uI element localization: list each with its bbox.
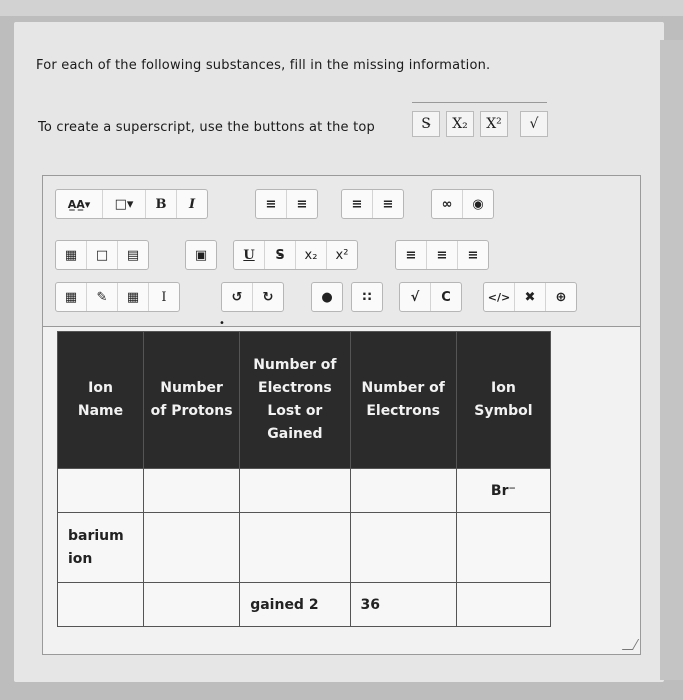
cell-input[interactable] <box>456 513 550 583</box>
font-group <box>55 189 208 219</box>
subscript-tool-icon: x₂ <box>304 247 318 263</box>
table-header-row <box>58 332 551 469</box>
table-row <box>58 469 551 513</box>
record-icon: ◉ <box>472 196 484 212</box>
underline-button[interactable] <box>234 241 265 269</box>
format-dropdown[interactable]: □ ▾ <box>103 190 146 218</box>
code-icon: </> <box>487 290 511 304</box>
bullet-list-button[interactable] <box>256 190 287 218</box>
table-row <box>58 583 551 627</box>
grid-icon: ▦ <box>126 289 140 305</box>
bold-icon: B <box>155 196 167 212</box>
font-size-dropdown[interactable]: A̲A̲ ▾ <box>56 190 103 218</box>
side-shade <box>660 40 683 680</box>
rich-text-editor <box>42 175 641 655</box>
ion-table <box>57 331 551 627</box>
special-char-group <box>351 282 383 312</box>
resize-handle[interactable] <box>622 639 639 650</box>
image-group <box>185 240 217 270</box>
text-cursor-marker: • <box>219 318 225 329</box>
sqrt-button[interactable] <box>520 111 548 137</box>
calculator-button[interactable] <box>56 283 87 311</box>
outdent-button[interactable] <box>342 190 373 218</box>
cell-input[interactable] <box>58 469 144 513</box>
superscript-icon: X² <box>486 116 502 132</box>
refresh-icon: C <box>441 289 451 305</box>
align-center-button[interactable] <box>427 241 458 269</box>
format-box-icon: □ <box>114 196 127 212</box>
box-button[interactable] <box>87 241 118 269</box>
math-group <box>399 282 462 312</box>
column-icon: ▤ <box>126 247 140 263</box>
sqrt-tool-button[interactable] <box>400 283 431 311</box>
cell-input[interactable]: Br⁻ <box>456 469 550 513</box>
cell-input[interactable]: barium ion <box>58 513 144 583</box>
bold-button[interactable] <box>146 190 177 218</box>
view-group <box>483 282 577 312</box>
refresh-button[interactable] <box>431 283 461 311</box>
indent-button[interactable] <box>373 190 403 218</box>
cell-input[interactable] <box>350 513 456 583</box>
grid-button[interactable] <box>118 283 149 311</box>
column-button[interactable] <box>118 241 148 269</box>
superscript-tool-icon: x² <box>335 247 349 263</box>
list-group <box>255 189 318 219</box>
sqrt-tool-icon: √ <box>410 289 420 305</box>
superscript-instruction: To create a superscript, use the buttons at the top <box>38 120 375 135</box>
table-button[interactable] <box>56 241 87 269</box>
align-group <box>395 240 489 270</box>
indent-icon: ≡ <box>382 196 394 212</box>
bullet-list-icon: ≡ <box>265 196 277 212</box>
image-icon: ▣ <box>194 247 208 263</box>
subscript-icon: X₂ <box>452 116 468 132</box>
editor-toolbar <box>43 176 640 327</box>
indent-group <box>341 189 404 219</box>
cell-input[interactable] <box>350 469 456 513</box>
col-header-electrons-lost-gained: Number of Electrons Lost or Gained <box>240 332 350 469</box>
cursor-tool-button[interactable] <box>149 283 179 311</box>
box-icon: □ <box>95 247 109 263</box>
col-header-protons: Number of Protons <box>144 332 240 469</box>
align-center-icon: ≡ <box>436 247 448 263</box>
mini-toolbar <box>412 102 547 143</box>
insert-group <box>55 282 180 312</box>
zoom-icon: ⊕ <box>555 289 567 305</box>
superscript-button[interactable] <box>480 111 508 137</box>
outdent-icon: ≡ <box>351 196 363 212</box>
align-right-icon: ≡ <box>467 247 479 263</box>
link-button[interactable] <box>432 190 463 218</box>
record-button[interactable] <box>463 190 493 218</box>
top-strip <box>0 0 683 16</box>
align-left-icon: ≡ <box>405 247 417 263</box>
accessibility-icon: ● <box>321 289 333 305</box>
redo-icon: ↻ <box>262 289 274 305</box>
edit-button[interactable] <box>87 283 118 311</box>
undo-icon: ↺ <box>231 289 243 305</box>
sqrt-icon: √ <box>529 116 539 132</box>
font-size-icon: A̲A̲ <box>67 197 85 211</box>
cell-input[interactable] <box>144 583 240 627</box>
accessibility-button[interactable] <box>312 283 342 311</box>
special-characters-button[interactable] <box>352 283 382 311</box>
undo-button[interactable] <box>222 283 253 311</box>
strike-icon: S̵ <box>275 247 285 263</box>
col-header-ion-symbol: Ion Symbol <box>456 332 550 469</box>
accessibility-group <box>311 282 343 312</box>
zoom-button[interactable] <box>546 283 576 311</box>
link-icon: ∞ <box>441 196 453 212</box>
superscript-tool-button[interactable] <box>327 241 357 269</box>
instruction-text: For each of the following substances, fill in the missing information. <box>36 58 491 73</box>
align-right-button[interactable] <box>458 241 488 269</box>
link-group <box>431 189 494 219</box>
cell-input[interactable] <box>240 513 350 583</box>
text-cursor-icon: I <box>161 289 167 305</box>
image-button[interactable] <box>186 241 216 269</box>
col-header-electrons: Number of Electrons <box>350 332 456 469</box>
strikethrough-button[interactable] <box>412 111 440 137</box>
expand-icon: ✖ <box>524 289 536 305</box>
cell-input[interactable] <box>58 583 144 627</box>
edit-icon: ✎ <box>96 289 108 305</box>
table-row <box>58 513 551 583</box>
cell-input[interactable] <box>456 583 550 627</box>
dots-grid-icon: ∷ <box>362 289 372 305</box>
underline-icon: U <box>243 247 255 263</box>
italic-icon: I <box>188 196 196 212</box>
italic-button[interactable] <box>177 190 207 218</box>
cell-input[interactable]: 36 <box>350 583 456 627</box>
align-left-button[interactable] <box>396 241 427 269</box>
source-code-button[interactable] <box>484 283 515 311</box>
table-group <box>55 240 149 270</box>
cell-input[interactable] <box>144 513 240 583</box>
cell-input[interactable] <box>240 469 350 513</box>
cell-input[interactable] <box>144 469 240 513</box>
calculator-icon: ▦ <box>64 289 78 305</box>
col-header-ion-name: Ion Name <box>58 332 144 469</box>
strikethrough-icon: S̵ <box>421 116 431 132</box>
text-style-group <box>233 240 358 270</box>
redo-button[interactable] <box>253 283 283 311</box>
history-group <box>221 282 284 312</box>
fullscreen-button[interactable] <box>515 283 546 311</box>
cell-input[interactable]: gained 2 <box>240 583 350 627</box>
strike-button[interactable] <box>265 241 296 269</box>
table-icon: ▦ <box>64 247 78 263</box>
numbered-list-icon: ≡ <box>296 196 308 212</box>
subscript-button[interactable] <box>446 111 474 137</box>
numbered-list-button[interactable] <box>287 190 317 218</box>
subscript-tool-button[interactable] <box>296 241 327 269</box>
